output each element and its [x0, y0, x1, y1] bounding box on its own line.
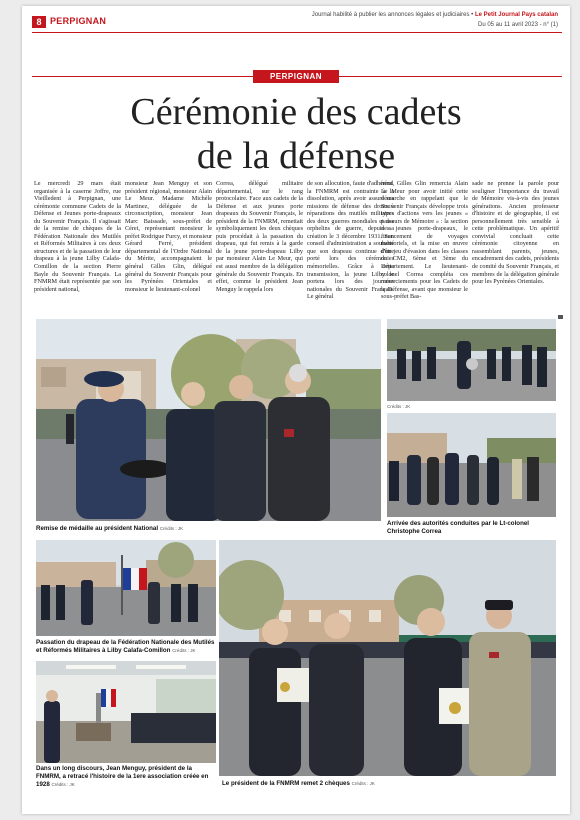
caption-parade-credit: Crédits : JK [387, 404, 411, 409]
article-column-1: Le mercredi 29 mars était organisée à la caserne Joffre, rue Vieilledent à Perpignan, une cérémonie commune Cadets de la Défense et Jeunes porte-drapeaux du Souvenir Français. Il s'agissait de la remise de chèques de la Fédération Nationale des Mutilés et Réformés Militaires à ces deux structures et de la passation de leur drapeau à la jeune Lilby Calafa-Comillon de la section Pierre Bayle du Souvenir Français. La FNMRM était représentée par son président national, [34, 180, 121, 293]
caption-medal-text: Remise de médaille au président National [36, 525, 159, 532]
photo-speech [36, 661, 216, 763]
journal-name: Le Petit Journal Pays catalan [474, 12, 558, 18]
photo-flag-image [36, 540, 216, 636]
photo-cheques [219, 540, 556, 776]
article-kicker: PERPIGNAN [253, 70, 339, 83]
journal-line: Journal habilité à publier les annonces légales et judiciaires • Le Petit Journal Pays catalan [311, 12, 558, 18]
photo-arrival [387, 413, 556, 517]
caption-flag-credit: Crédits : JK [172, 648, 196, 653]
article-title-line2: de la défense [196, 135, 396, 177]
caption-speech-credit: Crédits : JK [51, 782, 75, 787]
caption-parade [387, 403, 556, 411]
photo-flag [36, 540, 216, 636]
article-column-5: néral Gilles Glin remercia Alain Le Meur pour avoir initié cette démarche en rappelant que le Souvenir Français développe trois types d'actions vers les jeunes « passeurs de Mémoire » : la section des jeunes porte-drapeaux, le financement de voyages mémoriels, et la mise en œuvre d'un jeu d'évasion dans les classes de CM2, 6ème et 3ème du Département. Le lieutenant-colonel Correa compléta ces remerciements pour les Cadets de la Défense, avant que monsieur le sous-préfet Bas- [381, 180, 468, 301]
caption-flag [36, 639, 218, 655]
article-column-6: sade ne prenne la parole pour souligner l'importance du travail de Mémoire vis-à-vis des jeunes générations. Ancien professeur d'histoire et de géographie, il est personnellement très sensible à cette problématique. Un apéritif convivial concluait cette cérémonie citoyenne en rassemblant parents, jeunes, encadrement des cadets, présidents de comité du Souvenir Français, et membres de la délégation générale pour les Pyrénées Orientales. [472, 180, 559, 286]
photo-parade-image [387, 319, 556, 401]
photo-speech-image [36, 661, 216, 763]
newspaper-page [22, 6, 570, 814]
photo-cheques-image [219, 540, 556, 776]
photo-arrival-image [387, 413, 556, 517]
article-title-line1: Cérémonie des cadets [130, 91, 462, 133]
page-number: 8 [32, 16, 46, 28]
caption-cheques-credit: Crédits : JK [351, 781, 375, 786]
section-name: PERPIGNAN [50, 16, 107, 26]
caption-flag-text: Passation du drapeau de la Fédération Nationale des Mutilés et Réformés Militaires à Lilby Calafa-Comillon [36, 639, 215, 654]
issue-date: Du 05 au 11 avril 2023 - n° (1) [478, 22, 558, 28]
caption-speech-text: Dans un long discours, Jean Menguy, président de la FNMRM, a retracé l'histoire de la 1ere association créée en 1928 [36, 765, 209, 788]
article-column-4: de son allocution, faute d'adhérent, la FNMRM est contrainte à la dissolution, après avoir assuré ses missions de défense des droits à réparations des mutilés militaires des deux guerres mondiales et des orphelins de guerre, depuis sa création le 3 décembre 1931. Son conseil d'administration a souhaité que son drapeau continue d'être porté lors des cérémonies mémorielles. Grâce à cette transmission, la jeune Lilby le portera lors des journées nationales du Souvenir Français. Le général [307, 180, 394, 301]
photo-parade [387, 319, 556, 401]
article-column-2: monsieur Jean Menguy et son président régional, monsieur Alain Le Meur. Madame Michèle Martinez, déléguée de la circonscription, monsieur Jean Marc Baissade, sous-préfet de Céret, représentant monsieur le préfet Rodrigue Furcy, et monsieur Gérard Ferré, président départemental de l'Ordre National du Mérite, accompagnaient le général Gilles Glin, délégué général du Souvenir Français pour les Pyrénées Orientales et monsieur le lieutenant-colonel [125, 180, 212, 293]
caption-arrival-text: Arrivée des autorités conduites par le Lt-colonel Christophe Correa [387, 520, 530, 535]
caption-cheques-text: Le président de la FNMRM remet 2 chèques [222, 780, 350, 787]
caption-medal-credit: Crédits : JK [159, 526, 184, 531]
caption-arrival [387, 520, 562, 536]
caption-medal [36, 525, 381, 533]
photo-medal-image [36, 319, 381, 521]
header-rule [32, 32, 562, 33]
end-mark [558, 315, 563, 319]
article-column-3: Correa, délégué militaire départemental, sur le rang protocolaire. Face aux cadets de la Défense et aux jeunes porte drapeaux du Souvenir Français, le président de la FNMRM, remettait symboliquement les deux chèques puis procédait à la passation du drapeau, qui fut remis à la garde de la jeune porte-drapeau Lilby par monsieur Alain Le Meur, qui est aussi membre de la délégation générale du Souvenir Français. En effet, comme le président Jean Menguy le rappela lors [216, 180, 303, 293]
caption-speech [36, 765, 218, 789]
journal-prefix: Journal habilité à publier les annonces légales et judiciaires [311, 12, 470, 18]
photo-medal-ceremony [36, 319, 381, 521]
page-header [32, 12, 562, 34]
caption-cheques [222, 780, 559, 788]
